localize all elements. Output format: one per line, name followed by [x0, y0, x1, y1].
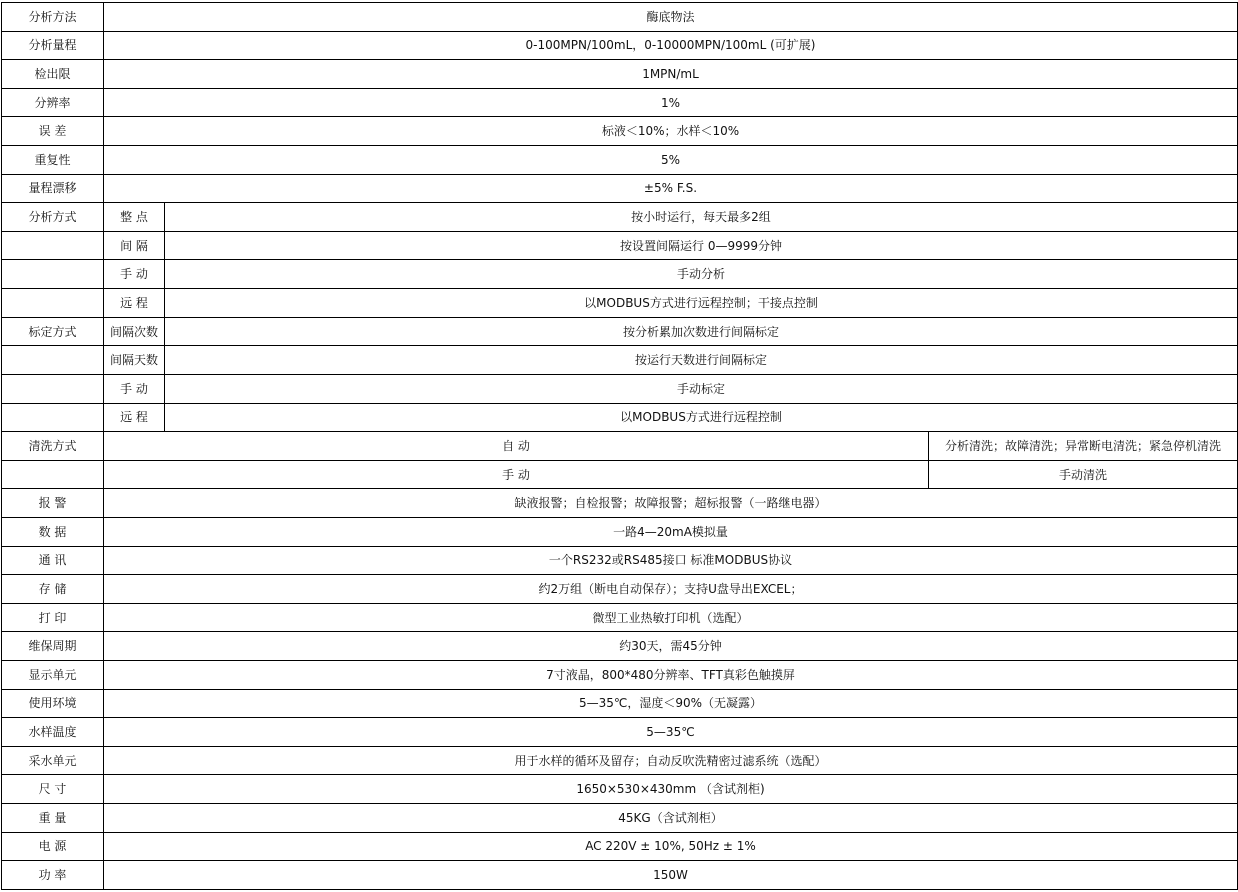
- table-row: [2, 60, 1238, 89]
- table-row: [2, 289, 1238, 318]
- row-value: 用于水样的循环及留存；自动反吹洗精密过滤系统（选配）: [104, 746, 1238, 775]
- table-row: [2, 374, 1238, 403]
- table-row: [2, 546, 1238, 575]
- row-value: 45KG（含试剂柜）: [104, 804, 1238, 833]
- row-label: 维保周期: [2, 632, 104, 661]
- row-value: 150W: [104, 861, 1238, 890]
- table-row: [2, 746, 1238, 775]
- row-value: 约2万组（断电自动保存）；支持U盘导出EXCEL；: [104, 575, 1238, 604]
- sub-label: 整 点: [104, 203, 165, 232]
- table-row: [2, 346, 1238, 375]
- table-row: [2, 3, 1238, 32]
- row-label: 存 储: [2, 575, 104, 604]
- row-value: 约30天，需45分钟: [104, 632, 1238, 661]
- table-row: [2, 88, 1238, 117]
- table-row: [2, 403, 1238, 432]
- empty-label-cell: [2, 260, 104, 289]
- row-label: 功 率: [2, 861, 104, 890]
- table-row: [2, 775, 1238, 804]
- row-value: 5—35℃: [104, 718, 1238, 747]
- table-row: [2, 31, 1238, 60]
- row-value: 分析清洗；故障清洗；异常断电清洗；紧急停机清洗: [929, 432, 1238, 461]
- sub-label: 手 动: [104, 460, 929, 489]
- table-row: [2, 718, 1238, 747]
- row-value: ±5% F.S.: [104, 174, 1238, 203]
- row-label: 通 讯: [2, 546, 104, 575]
- table-row: [2, 146, 1238, 175]
- table-row: [2, 689, 1238, 718]
- spec-table: [1, 2, 1238, 890]
- row-value: 以MODBUS方式进行远程控制；干接点控制: [165, 289, 1238, 318]
- row-label: 数 据: [2, 517, 104, 546]
- row-label: 使用环境: [2, 689, 104, 718]
- table-row: [2, 517, 1238, 546]
- empty-label-cell: [2, 346, 104, 375]
- table-row: [2, 489, 1238, 518]
- sub-label: 自 动: [104, 432, 929, 461]
- row-label: 尺 寸: [2, 775, 104, 804]
- row-label: 采水单元: [2, 746, 104, 775]
- row-label: 量程漂移: [2, 174, 104, 203]
- table-row: [2, 575, 1238, 604]
- table-row: [2, 231, 1238, 260]
- row-value: 以MODBUS方式进行远程控制: [165, 403, 1238, 432]
- sub-label: 间 隔: [104, 231, 165, 260]
- row-value: 1MPN/mL: [104, 60, 1238, 89]
- table-row: [2, 861, 1238, 890]
- row-value: 手动清洗: [929, 460, 1238, 489]
- row-value: 一个RS232或RS485接口 标准MODBUS协议: [104, 546, 1238, 575]
- group-label-calibration: 标定方式: [2, 317, 104, 346]
- row-value: 1650×530×430mm （含试剂柜): [104, 775, 1238, 804]
- row-label: 水样温度: [2, 718, 104, 747]
- empty-label-cell: [2, 374, 104, 403]
- table-row: [2, 832, 1238, 861]
- row-value: 微型工业热敏打印机（选配）: [104, 603, 1238, 632]
- sub-label: 手 动: [104, 374, 165, 403]
- row-label: 检出限: [2, 60, 104, 89]
- row-value: 手动分析: [165, 260, 1238, 289]
- row-value: 酶底物法: [104, 3, 1238, 32]
- row-label: 显示单元: [2, 661, 104, 690]
- table-row: [2, 804, 1238, 833]
- empty-label-cell: [2, 460, 104, 489]
- row-value: 缺液报警；自检报警；故障报警；超标报警（一路继电器）: [104, 489, 1238, 518]
- sub-label: 间隔次数: [104, 317, 165, 346]
- row-value: 手动标定: [165, 374, 1238, 403]
- sub-label: 远 程: [104, 289, 165, 318]
- empty-label-cell: [2, 231, 104, 260]
- row-value: 1%: [104, 88, 1238, 117]
- row-value: 按小时运行，每天最多2组: [165, 203, 1238, 232]
- row-value: 一路4—20mA模拟量: [104, 517, 1238, 546]
- group-label-cleaning: 清洗方式: [2, 432, 104, 461]
- row-value: 5—35℃，湿度＜90%（无凝露）: [104, 689, 1238, 718]
- row-value: 按分析累加次数进行间隔标定: [165, 317, 1238, 346]
- row-label: 报 警: [2, 489, 104, 518]
- table-row: [2, 203, 1238, 232]
- row-value: 0-100MPN/100mL，0-10000MPN/100mL (可扩展): [104, 31, 1238, 60]
- row-value: 7寸液晶，800*480分辨率、TFT真彩色触摸屏: [104, 661, 1238, 690]
- row-label: 分析方法: [2, 3, 104, 32]
- row-value: 标液＜10%；水样＜10%: [104, 117, 1238, 146]
- row-label: 分辨率: [2, 88, 104, 117]
- row-label: 打 印: [2, 603, 104, 632]
- table-row: [2, 632, 1238, 661]
- group-label-analysis: 分析方式: [2, 203, 104, 232]
- row-label: 重复性: [2, 146, 104, 175]
- row-label: 重 量: [2, 804, 104, 833]
- table-row: [2, 603, 1238, 632]
- row-label: 分析量程: [2, 31, 104, 60]
- row-value: AC 220V ± 10%, 50Hz ± 1%: [104, 832, 1238, 861]
- sub-label: 手 动: [104, 260, 165, 289]
- table-row: [2, 117, 1238, 146]
- sub-label: 远 程: [104, 403, 165, 432]
- empty-label-cell: [2, 403, 104, 432]
- table-row: [2, 661, 1238, 690]
- row-value: 5%: [104, 146, 1238, 175]
- table-row: [2, 317, 1238, 346]
- sub-label: 间隔天数: [104, 346, 165, 375]
- row-label: 电 源: [2, 832, 104, 861]
- row-value: 按运行天数进行间隔标定: [165, 346, 1238, 375]
- table-row: [2, 260, 1238, 289]
- row-value: 按设置间隔运行 0—9999分钟: [165, 231, 1238, 260]
- table-row: [2, 432, 1238, 461]
- table-row: [2, 174, 1238, 203]
- empty-label-cell: [2, 289, 104, 318]
- row-label: 误 差: [2, 117, 104, 146]
- table-row: [2, 460, 1238, 489]
